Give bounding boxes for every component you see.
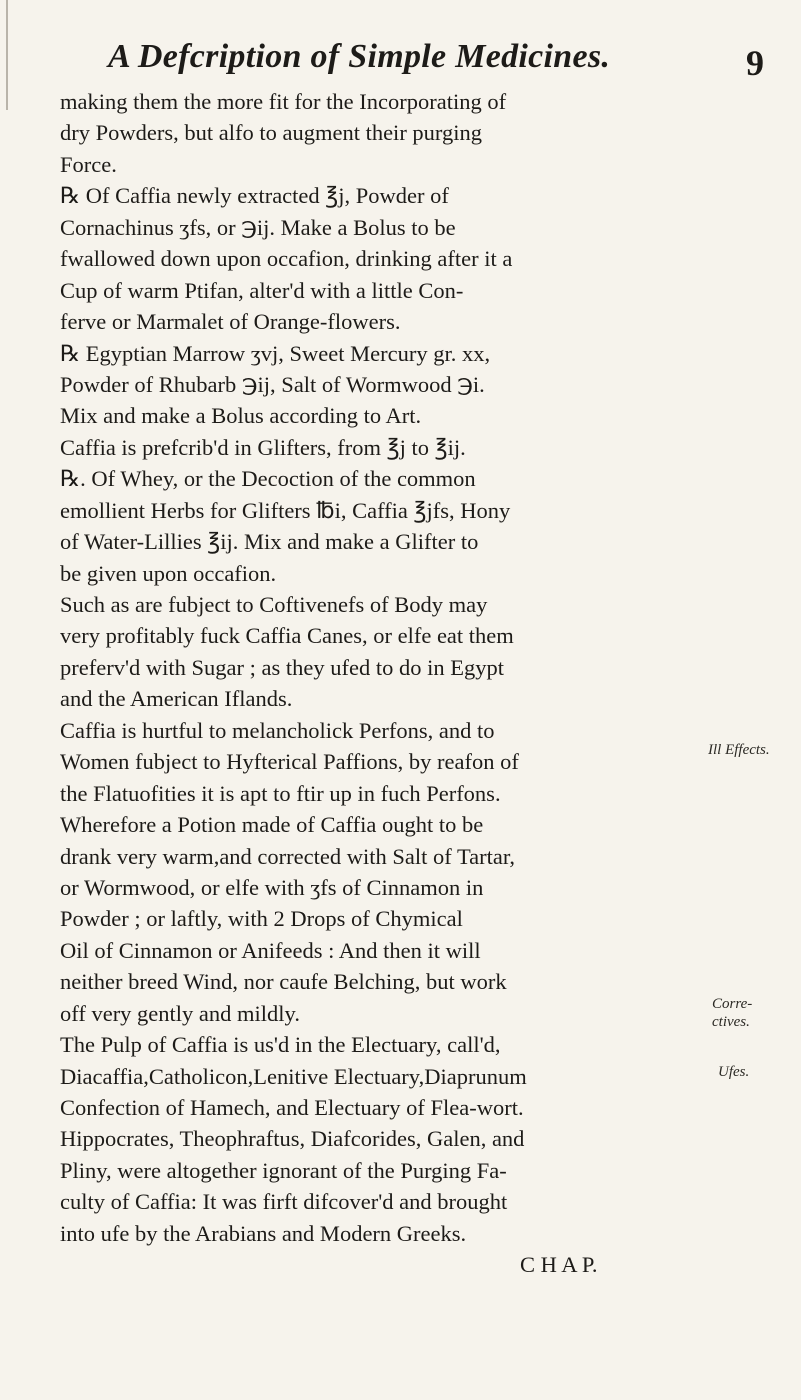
text-line: Powder ; or laftly, with 2 Drops of Chymical bbox=[60, 906, 463, 932]
text-line: ferve or Marmalet of Orange-flowers. bbox=[60, 309, 401, 335]
text-line: drank very warm,and corrected with Salt of Tartar, bbox=[60, 843, 516, 869]
text-line: Women fubject to Hyfterical Paffions, by reafon of bbox=[60, 749, 519, 775]
text-line: Force. bbox=[60, 151, 117, 177]
text-line: Hippocrates, Theophraftus, Diafcorides, Galen, and bbox=[60, 1126, 525, 1152]
text-line: Confection of Hamech, and Electuary of Flea-wort. bbox=[60, 1095, 524, 1120]
text-line: be given upon occafion. bbox=[60, 560, 277, 586]
page-number: 9 bbox=[746, 43, 764, 83]
text-line: Cornachinus ʒfs, or ℈ij. Make a Bolus to be bbox=[60, 214, 456, 240]
text-line: Pliny, were altogether ignorant of the Purging Fa- bbox=[60, 1157, 507, 1183]
text-line: making them the more fit for the Incorporating of bbox=[60, 89, 507, 114]
text-line: The Pulp of Caffia is us'd in the Electuary, call'd, bbox=[60, 1032, 501, 1058]
text-line: Cup of warm Ptifan, alter'd with a little Con- bbox=[60, 277, 464, 303]
text-line: ℞ Of Caffia newly extracted ℥j, Powder of bbox=[60, 183, 449, 209]
text-line: ℞. Of Whey, or the Decoction of the common bbox=[60, 466, 476, 492]
text-line: Caffia is hurtful to melancholick Perfons, and to bbox=[60, 717, 495, 743]
text-line: Wherefore a Potion made of Caffia ought to be bbox=[60, 812, 484, 838]
margin-note-correctives: Corre- bbox=[712, 996, 753, 1012]
text-line: ℞ Egyptian Marrow ʒvj, Sweet Mercury gr. xx, bbox=[60, 340, 491, 366]
text-line: fwallowed down upon occafion, drinking after it a bbox=[60, 246, 513, 272]
text-line: very profitably fuck Caffia Canes, or elfe eat them bbox=[60, 623, 514, 649]
text-line: culty of Caffia: It was firft difcover'd and brought bbox=[60, 1189, 508, 1215]
margin-note-correctives-2: ctives. bbox=[712, 1014, 750, 1030]
text-line: the Flatuofities it is apt to ftir up in fuch Perfons. bbox=[60, 780, 501, 806]
margin-note-ill-effects: Ill Effects. bbox=[708, 742, 770, 758]
text-line: into ufe by the Arabians and Modern Greeks. bbox=[60, 1220, 467, 1246]
text-line: Such as are fubject to Coftivenefs of Body may bbox=[60, 592, 488, 617]
text-line: Powder of Rhubarb ℈ij, Salt of Wormwood ℈i. bbox=[60, 371, 485, 397]
text-line: neither breed Wind, nor caufe Belching, but work bbox=[60, 969, 507, 995]
text-line: off very gently and mildly. bbox=[60, 1000, 300, 1026]
text-line: emollient Herbs for Glifters ℔i, Caffia ℥jfs, Hony bbox=[60, 497, 511, 523]
body-text bbox=[60, 86, 710, 1281]
text-line: dry Powders, but alfo to augment their purging bbox=[60, 120, 483, 146]
catchword: C H A P. bbox=[520, 1252, 598, 1278]
text-line: or Wormwood, or elfe with ʒfs of Cinnamon in bbox=[60, 874, 484, 900]
margin-note-uses: Ufes. bbox=[718, 1064, 750, 1080]
text-line: and the American Iflands. bbox=[60, 686, 293, 712]
text-line: Caffia is prefcrib'd in Glifters, from ℥j to ℥ij. bbox=[60, 434, 466, 460]
page-edge-line bbox=[6, 0, 8, 110]
text-line: Diacaffia,Catholicon,Lenitive Electuary,Diaprunum bbox=[60, 1063, 527, 1089]
text-line: Mix and make a Bolus according to Art. bbox=[60, 403, 422, 429]
text-line: Oil of Cinnamon or Anifeeds : And then it will bbox=[60, 937, 481, 963]
text-line: preferv'd with Sugar ; as they ufed to do in Egypt bbox=[60, 654, 504, 680]
running-header: A Defcription of Simple Medicines. bbox=[108, 38, 611, 75]
text-line: of Water-Lillies ℥ij. Mix and make a Glifter to bbox=[60, 529, 479, 555]
